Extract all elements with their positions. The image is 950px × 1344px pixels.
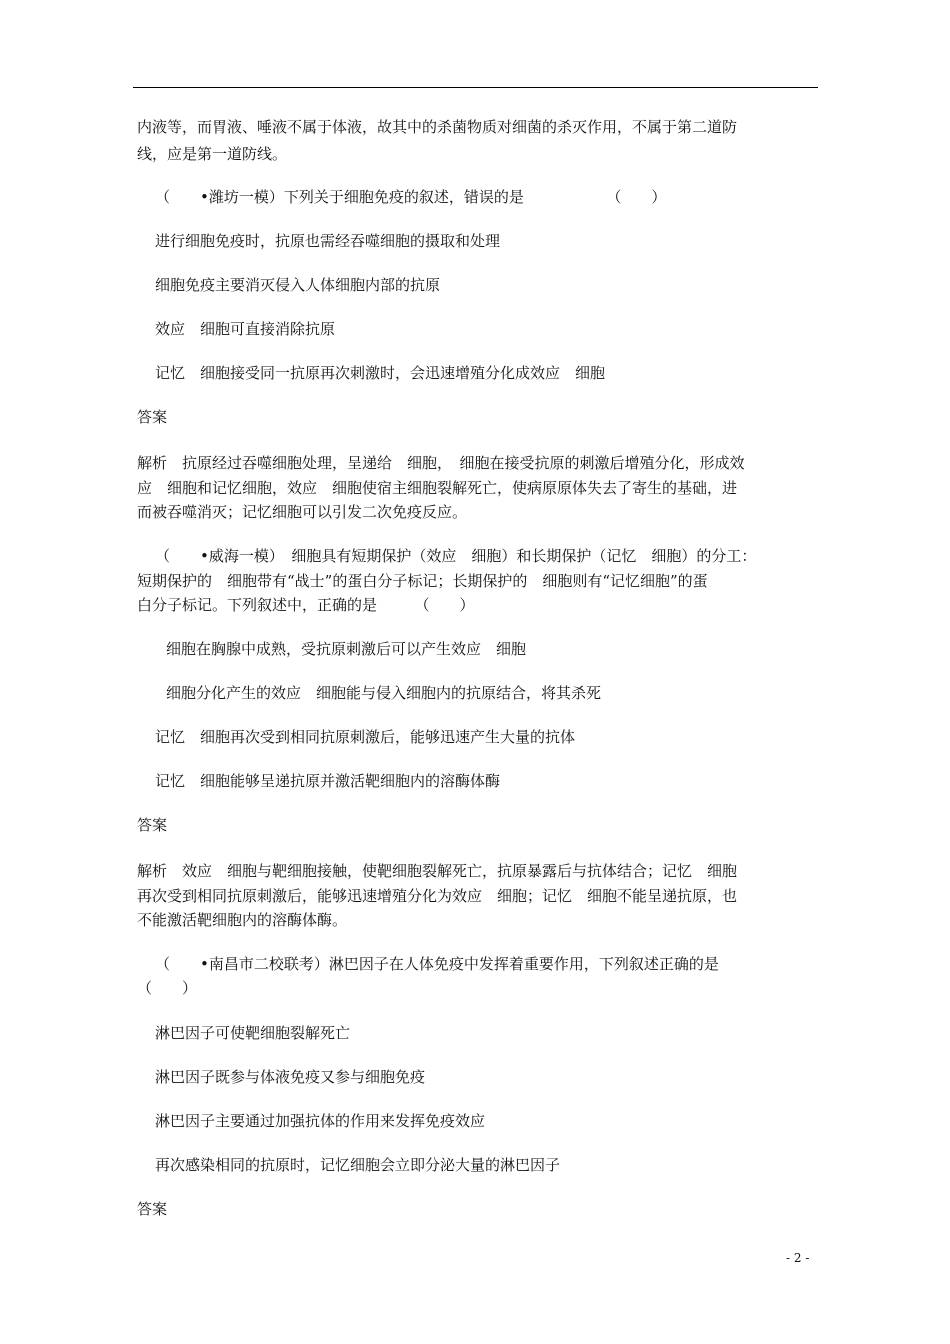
option-line: 细胞分化产生的效应 细胞能与侵入细胞内的抗原结合，将其杀死 xyxy=(166,684,602,702)
option-line: 细胞在胸腺中成熟，受抗原刺激后可以产生效应 细胞 xyxy=(166,640,527,658)
option-line: 记忆 细胞接受同一抗原再次刺激时，会迅速增殖分化成效应 细胞 xyxy=(155,364,606,382)
answer-label: 答案 xyxy=(137,1200,168,1218)
option-line: 细胞免疫主要消灭侵入人体细胞内部的抗原 xyxy=(155,276,441,294)
header-rule xyxy=(133,87,818,88)
question-stem: （ •威海一模） 细胞具有短期保护（效应 细胞）和长期保护（记忆 细胞）的分工： xyxy=(155,547,757,565)
explanation-line: 应 细胞和记忆细胞，效应 细胞使宿主细胞裂解死亡，使病原原体失去了寄生的基础，进 xyxy=(137,479,738,497)
explanation-line: 解析 抗原经过吞噬细胞处理，呈递给 细胞， 细胞在接受抗原的刺激后增殖分化，形成效 xyxy=(137,454,745,472)
text-line: 内液等，而胃液、唾液不属于体液，故其中的杀菌物质对细菌的杀灭作用，不属于第二道防 xyxy=(137,118,738,136)
answer-label: 答案 xyxy=(137,408,168,426)
question-stem: 白分子标记。下列叙述中，正确的是 （ ） xyxy=(137,596,475,614)
option-line: 进行细胞免疫时，抗原也需经吞噬细胞的摄取和处理 xyxy=(155,232,501,250)
question-stem: （ •潍坊一模）下列关于细胞免疫的叙述，错误的是 （ ） xyxy=(155,188,667,206)
option-line: 再次感染相同的抗原时，记忆细胞会立即分泌大量的淋巴因子 xyxy=(155,1156,561,1174)
page-number: - 2 - xyxy=(786,1251,810,1265)
text-line: 线，应是第一道防线。 xyxy=(137,145,288,163)
question-stem: （ ） xyxy=(137,979,198,997)
explanation-line: 不能激活靶细胞内的溶酶体酶。 xyxy=(137,911,348,929)
option-line: 淋巴因子既参与体液免疫又参与细胞免疫 xyxy=(155,1068,426,1086)
option-line: 记忆 细胞能够呈递抗原并激活靶细胞内的溶酶体酶 xyxy=(155,772,501,790)
explanation-line: 而被吞噬消灭；记忆细胞可以引发二次免疫反应。 xyxy=(137,503,468,521)
option-line: 效应 细胞可直接消除抗原 xyxy=(155,320,336,338)
answer-label: 答案 xyxy=(137,816,168,834)
explanation-line: 解析 效应 细胞与靶细胞接触，使靶细胞裂解死亡，抗原暴露后与抗体结合；记忆 细胞 xyxy=(137,862,738,880)
option-line: 淋巴因子主要通过加强抗体的作用来发挥免疫效应 xyxy=(155,1112,486,1130)
explanation-line: 再次受到相同抗原刺激后，能够迅速增殖分化为效应 细胞；记忆 细胞不能呈递抗原，也 xyxy=(137,887,738,905)
option-line: 淋巴因子可使靶细胞裂解死亡 xyxy=(155,1024,351,1042)
question-stem: 短期保护的 细胞带有“战士”的蛋白分子标记；长期保护的 细胞则有“记忆细胞”的蛋 xyxy=(137,572,708,590)
option-line: 记忆 细胞再次受到相同抗原刺激后，能够迅速产生大量的抗体 xyxy=(155,728,576,746)
question-stem: （ •南昌市二校联考）淋巴因子在人体免疫中发挥着重要作用，下列叙述正确的是 xyxy=(155,955,719,973)
